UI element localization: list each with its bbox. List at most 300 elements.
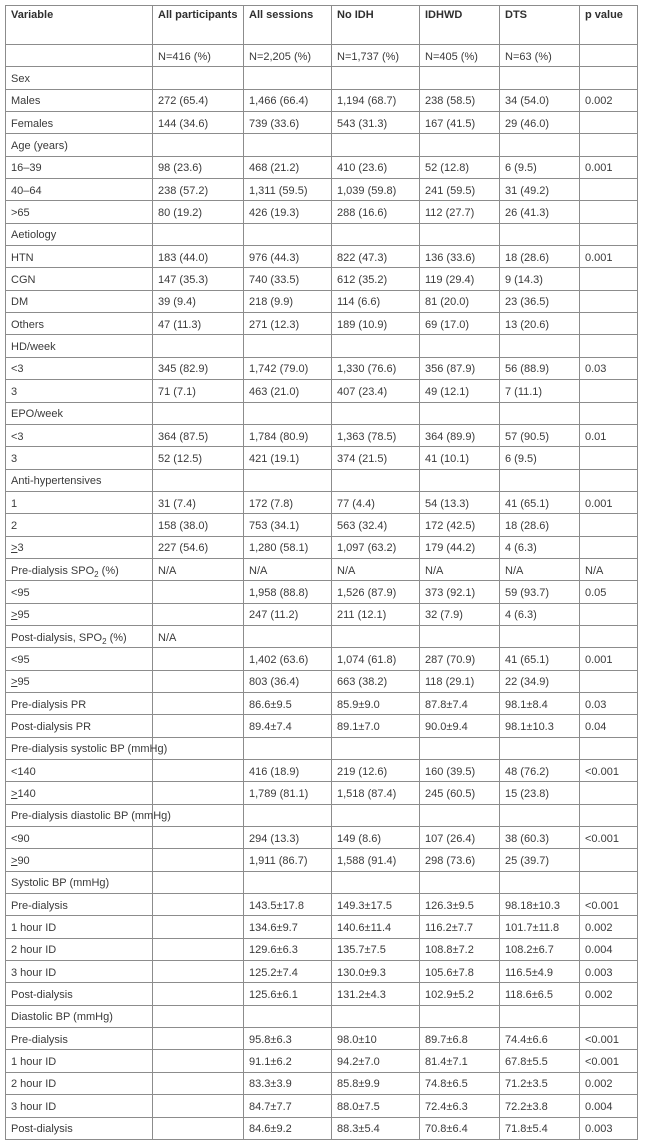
table-row [6,760,638,782]
table-cell [580,1028,638,1050]
cell-value: 1,097 (63.2) [337,542,397,555]
table-row [6,201,638,223]
row-label: Others [11,318,45,331]
row-label-cell [6,961,153,983]
table-cell [153,313,244,335]
row-label-cell [6,380,153,402]
cell-value: 0.002 [585,989,613,1002]
table-row [6,179,638,201]
cell-value: 373 (92.1) [425,586,476,599]
cell-value: N=63 (%) [505,50,552,63]
cell-value: 238 (58.5) [425,95,476,108]
table-cell [500,67,580,89]
cell-value: 38 (60.3) [505,832,550,845]
table-cell [500,827,580,849]
row-label: Age (years) [11,140,68,153]
table-cell [332,469,420,491]
row-label: Aetiology [11,229,57,242]
section-row [6,804,638,826]
table-cell [332,201,420,223]
table-cell [244,536,332,558]
row-label-cell [6,424,153,446]
table-cell [420,961,500,983]
table-cell [580,156,638,178]
row-label-cell [6,469,153,491]
row-label-cell [6,1117,153,1139]
table-cell [332,715,420,737]
row-label: Post-dialysis PR [11,720,92,733]
table-cell [500,804,580,826]
table-cell [332,581,420,603]
table-cell [244,827,332,849]
table-cell [500,715,580,737]
table-cell [244,782,332,804]
row-label-cell [6,625,153,647]
table-cell [420,447,500,469]
table-cell [244,357,332,379]
cell-value: 22 (34.9) [505,676,550,689]
cell-value: 39 (9.4) [158,296,196,309]
row-label-cell [6,558,153,580]
cell-value: 67.8±5.5 [505,1056,548,1069]
table-cell [332,1005,420,1027]
cell-value: 612 (35.2) [337,274,388,287]
table-cell [153,1005,244,1027]
cell-value: 1,526 (87.9) [337,586,397,599]
table-cell [580,804,638,826]
cell-value: 356 (87.9) [425,363,476,376]
cell-value: 52 (12.8) [425,162,470,175]
cell-value: 84.7±7.7 [249,1100,292,1113]
table-cell [580,201,638,223]
row-label-cell [6,1028,153,1050]
table-cell [580,871,638,893]
table-cell [332,760,420,782]
table-cell [420,514,500,536]
table-cell [500,938,580,960]
table-row [6,246,638,268]
table-cell [332,380,420,402]
table-cell [420,201,500,223]
table-cell [244,268,332,290]
cell-value: 125.2±7.4 [249,966,298,979]
table-cell [332,692,420,714]
table-cell [500,469,580,491]
cell-value: 0.003 [585,1123,613,1136]
table-cell [580,670,638,692]
table-cell [420,648,500,670]
row-label-cell [6,871,153,893]
table-cell [244,871,332,893]
table-cell [244,894,332,916]
table-cell [332,335,420,357]
table-cell [332,179,420,201]
table-row [6,447,638,469]
cell-value: 116.5±4.9 [505,966,554,979]
header-cell: All sessions [244,6,332,45]
cell-value: 167 (41.5) [425,117,476,130]
row-label-cell [6,514,153,536]
row-label-cell [6,804,171,826]
cell-value: 0.001 [585,653,613,666]
table-row [6,491,638,513]
table-row [6,961,638,983]
cell-value: N/A [505,564,524,577]
table-cell [580,536,638,558]
table-cell [580,67,638,89]
table-cell [153,380,244,402]
table-cell [244,1072,332,1094]
table-cell [153,894,244,916]
row-label: Males [11,95,41,108]
row-label: 2 hour ID [11,944,57,957]
table-cell [332,670,420,692]
table-cell [244,916,332,938]
table-cell [420,692,500,714]
cell-value: N=416 (%) [158,50,211,63]
table-cell [500,156,580,178]
cell-value: 80 (19.2) [158,207,203,220]
table-cell [500,670,580,692]
table-cell [153,827,244,849]
table-cell [500,447,580,469]
table-cell [420,156,500,178]
header-cell: IDHWD [420,6,500,45]
table-cell [332,67,420,89]
table-cell [500,313,580,335]
table-cell [332,447,420,469]
table-cell [580,827,638,849]
section-row [6,737,638,759]
table-row [6,1117,638,1139]
cell-value: 0.002 [585,1078,613,1091]
cell-value: 1,789 (81.1) [249,788,309,801]
table-cell [580,961,638,983]
row-label: Pre-dialysis diastolic BP (mmHg) [11,810,171,823]
table-cell [500,782,580,804]
cell-value: 1,911 (86.7) [249,855,308,868]
table-cell [153,648,244,670]
cell-value: 0.004 [585,944,613,957]
table-cell [420,89,500,111]
row-label-cell [6,156,153,178]
table-cell [500,402,580,424]
cell-value: 9 (14.3) [505,274,543,287]
table-cell [332,491,420,513]
table-cell [153,156,244,178]
cell-value: 15 (23.8) [505,788,550,801]
row-label: <90 [11,832,30,845]
table-cell [580,558,638,580]
cell-value: 421 (19.1) [249,452,300,465]
table-cell [244,424,332,446]
cell-value: 1,518 (87.4) [337,788,397,801]
table-cell [153,625,244,647]
section-row [6,469,638,491]
table-cell [420,290,500,312]
cell-value: 4 (6.3) [505,542,537,555]
table-cell [244,804,332,826]
cell-value: 72.4±6.3 [425,1100,468,1113]
table-cell [332,134,420,156]
row-label: <3 [11,430,24,443]
table-cell [244,246,332,268]
cell-value: 130.0±9.3 [337,966,386,979]
row-label-cell [6,447,153,469]
row-label-cell [6,1072,153,1094]
table-cell [244,983,332,1005]
cell-value: 31 (7.4) [158,497,196,510]
table-cell [500,89,580,111]
row-label-cell [6,223,153,245]
table-cell [420,402,500,424]
table-cell [153,447,244,469]
header-cell: Variable [6,6,153,45]
table-row [6,938,638,960]
table-cell [332,402,420,424]
cell-value: 71.2±3.5 [505,1078,548,1091]
table-cell [244,715,332,737]
table-cell [153,603,244,625]
cell-value: 32 (7.9) [425,609,463,622]
cell-value: 822 (47.3) [337,251,388,264]
cell-value: 129.6±6.3 [249,944,298,957]
table-cell [244,447,332,469]
row-label: >90 [11,855,30,868]
cell-value: 183 (44.0) [158,251,209,264]
table-cell [332,782,420,804]
table-cell [153,223,244,245]
row-label-cell [6,603,153,625]
table-cell [420,737,500,759]
table-cell [332,156,420,178]
cell-value: 247 (11.2) [249,609,299,622]
cell-value: 41 (65.1) [505,653,550,666]
table-cell [580,223,638,245]
table-cell [332,737,420,759]
table-row [6,625,638,647]
table-row [6,1028,638,1050]
row-label: HTN [11,251,34,264]
table-cell [580,469,638,491]
cell-value: 98 (23.6) [158,162,203,175]
table-cell [500,201,580,223]
row-label: 2 [11,519,18,532]
table-cell [332,625,420,647]
table-cell [580,1117,638,1139]
cell-value: 298 (73.6) [425,855,476,868]
table-cell [153,782,244,804]
cell-value: 6 (9.5) [505,162,537,175]
cell-value: 803 (36.4) [249,676,300,689]
row-label-cell [6,849,153,871]
row-label-cell [6,201,153,223]
table-row [6,1050,638,1072]
cell-value: N=1,737 (%) [337,50,400,63]
table-cell [420,335,500,357]
cell-value: 81.4±7.1 [425,1056,468,1069]
table-cell [580,581,638,603]
table-cell [244,625,332,647]
row-label-cell [6,246,153,268]
table-body [6,45,638,1140]
table-cell [420,1117,500,1139]
table-cell [420,268,500,290]
cell-value: 1,784 (80.9) [249,430,309,443]
table-cell [500,112,580,134]
cell-value: 136 (33.6) [425,251,476,264]
table-cell [153,89,244,111]
table-cell [500,1117,580,1139]
table-row [6,1095,638,1117]
table-cell [580,179,638,201]
table-cell [153,760,244,782]
cell-value: 1,402 (63.6) [249,653,309,666]
cell-value: 0.01 [585,430,607,443]
table-cell [332,223,420,245]
cell-value: 126.3±9.5 [425,899,474,912]
table-cell [244,335,332,357]
table-cell [580,938,638,960]
cell-value: 90.0±9.4 [425,720,468,733]
cell-value: 0.04 [585,720,607,733]
cell-value: 426 (19.3) [249,207,300,220]
cell-value: 158 (38.0) [158,519,209,532]
table-cell [580,603,638,625]
table-cell [580,380,638,402]
cell-value: 71.8±5.4 [505,1123,548,1136]
table-cell [580,648,638,670]
cell-value: 74.8±6.5 [425,1078,468,1091]
table-cell [500,648,580,670]
table-row [6,536,638,558]
table-cell [420,313,500,335]
table-row [6,380,638,402]
cell-value: 57 (90.5) [505,430,550,443]
cell-value: 85.8±9.9 [337,1078,380,1091]
table-row [6,603,638,625]
cell-value: 364 (87.5) [158,430,209,443]
cell-value: 294 (13.3) [249,832,300,845]
row-label: <95 [11,586,30,599]
cell-value: 1,194 (68.7) [337,95,397,108]
cell-value: <0.001 [585,1056,619,1069]
table-cell [244,849,332,871]
table-cell [580,1050,638,1072]
table-cell [500,916,580,938]
row-label-cell [6,89,153,111]
cell-value: 13 (20.6) [505,318,550,331]
cell-value: 143.5±17.8 [249,899,304,912]
section-row [6,871,638,893]
section-row [6,67,638,89]
table-cell [244,1028,332,1050]
section-row [6,402,638,424]
cell-value: 1,588 (91.4) [337,855,397,868]
table-cell [244,134,332,156]
table-cell [500,1028,580,1050]
cell-value: 753 (34.1) [249,519,300,532]
row-label: EPO/week [11,408,63,421]
cell-value: 18 (28.6) [505,519,550,532]
cell-value: 118.6±6.5 [505,989,554,1002]
cell-value: 0.03 [585,363,607,376]
table-cell [153,335,244,357]
cell-value: 116.2±7.7 [425,922,474,935]
cell-value: 416 (18.9) [249,765,300,778]
cell-value: 1,039 (59.8) [337,184,397,197]
table-row [6,581,638,603]
table-row [6,357,638,379]
table-cell [153,1050,244,1072]
table-cell [332,871,420,893]
row-label: 3 hour ID [11,966,57,979]
table-cell [500,268,580,290]
table-cell [153,469,244,491]
cell-value: 563 (32.4) [337,519,388,532]
cell-value: 81 (20.0) [425,296,470,309]
subscript: 2 [102,636,107,646]
row-label-cell [6,894,153,916]
table-cell [580,134,638,156]
cell-value: 107 (26.4) [425,832,476,845]
table-cell [332,536,420,558]
section-row [6,1005,638,1027]
table-cell [420,581,500,603]
table-cell [580,849,638,871]
row-label: Pre-dialysis SPO [11,564,95,577]
row-label: >95 [11,609,30,622]
cell-value: 98.0±10 [337,1033,377,1046]
cell-value: 52 (12.5) [158,452,203,465]
table-cell [580,737,638,759]
table-cell [500,179,580,201]
cell-value: 83.3±3.9 [249,1078,292,1091]
table-cell [332,1050,420,1072]
table-cell [153,357,244,379]
table-cell [244,1005,332,1027]
row-label-cell [6,1050,153,1072]
cell-value: 0.05 [585,586,607,599]
row-label-cell [6,983,153,1005]
cell-value: 739 (33.6) [249,117,300,130]
table-cell [332,246,420,268]
row-label-cell [6,1095,153,1117]
table-cell [153,45,244,67]
cell-value: 543 (31.3) [337,117,388,130]
cell-value: 88.3±5.4 [337,1123,380,1136]
table-cell [153,1028,244,1050]
cell-value: 0.002 [585,922,613,935]
table-cell [500,849,580,871]
cell-value: 119 (29.4) [425,274,475,287]
table-cell [332,558,420,580]
table-cell [244,938,332,960]
row-label: Post-dialysis, SPO [11,631,103,644]
row-label: 3 [11,385,18,398]
table-cell [500,692,580,714]
cell-value: 219 (12.6) [337,765,388,778]
cell-value: N=2,205 (%) [249,50,312,63]
row-label-cell [6,45,153,67]
cell-value: 86.6±9.5 [249,698,292,711]
table-cell [500,1095,580,1117]
row-label: Pre-dialysis [11,899,68,912]
cell-value: 95.8±6.3 [249,1033,292,1046]
table-cell [420,625,500,647]
table-row [6,670,638,692]
table-row [6,558,638,580]
